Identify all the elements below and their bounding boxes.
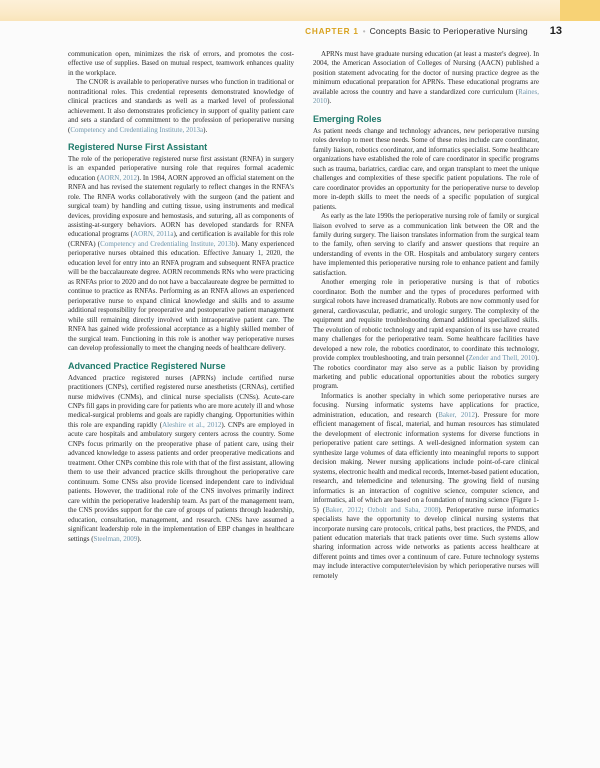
paragraph <box>68 50 294 78</box>
running-head-chapter-title: Concepts Basic to Perioperative Nursing <box>369 26 528 36</box>
two-column-body <box>68 50 540 730</box>
paragraph-text: ). Many experienced perioperative nurses obtained this education. Effective January 1, 2020, the education level for entry into an RNFA program and subsequent RNFA practice will be the baccalaureate degree. AORN recommends RNs who were practicing as RNFAs prior to 2020 and do not have a baccalaureate degree be permitted to continue to practice as RNFAs. Performing as an RNFA allows an experienced perioperative nurse to expand clinical knowledge and skills and to assume additional responsibility for preoperative and postoperative patient management while still remaining directly involved with intraoperative patient care. The RNFA has gained wide professional acceptance as a highly skilled member of the surgical team. Functioning in this role is another way perioperative nurses can develop professionally to meet the changing needs of healthcare delivery. <box>68 239 294 353</box>
citation-link[interactable]: Baker, 2012 <box>438 410 475 419</box>
citation-link[interactable]: AORN, 2012 <box>99 173 137 182</box>
section-heading-emerging-roles: Emerging Roles <box>313 114 382 125</box>
left-column <box>68 50 294 730</box>
paragraph-text: ). <box>327 97 332 106</box>
header-gold-tab <box>560 0 600 21</box>
citation-link[interactable]: Ozbolt and Saba, 2008 <box>367 505 439 514</box>
citation-link[interactable]: Zender and Thell, 2010 <box>468 354 535 363</box>
paragraph-text: Another emerging role in perioperative nursing is that of robotics coordinator. Both the number and the types of procedures performed with surgical robots have increased dramatically. Robots are now commonly used for general, cardiovascular, pediatric, and urologic surgery. The complexity of the equipment and requisite troubleshooting demand additional specialized skills. The evolution of robotic technology and rapid expansion of its use have created many challenges for the perioperative team. Some healthcare facilities have developed a new role, the robotics coordinator, to coordinate this technology, provide complex troubleshooting, and train personnel ( <box>313 278 539 363</box>
citation-link[interactable]: Competency and Credentialing Institute, 2013a <box>70 125 204 134</box>
paragraph <box>68 155 294 354</box>
section-heading-rnfa: Registered Nurse First Assistant <box>68 142 208 153</box>
paragraph-text: APRNs must have graduate nursing education (at least a master's degree). In 2004, the American Association of Colleges of Nursing (AACN) published a position statement advocating for the doctor of nursing practice degree as the minimum educational preparation for APRNs. These educational programs are available across the country and have a standardized core curriculum ( <box>313 50 539 96</box>
page-number: 13 <box>549 25 562 37</box>
figure-reference[interactable]: Figure 1-5 <box>313 496 539 514</box>
paragraph <box>313 50 539 107</box>
paragraph-text: ). <box>203 125 208 134</box>
paragraph-text: ), and certification is available for this role (CRNFA) ( <box>68 230 295 248</box>
paragraph <box>313 278 539 392</box>
right-column <box>313 50 539 730</box>
paragraph-text: ). <box>137 534 142 543</box>
running-head <box>60 25 562 37</box>
running-head-chapter-label: CHAPTER 1 <box>305 27 359 36</box>
paragraph-text: The CNOR is available to perioperative nurses who function in traditional or nontraditional roles. This credential represents demonstrated knowledge of clinical practices and standards as well as a marked level of professional achievement. It also demonstrates proficiency in support of quality patient care and sets a standard of commitment to the profession of perioperative nursing ( <box>68 78 294 134</box>
paragraph-text: Advanced practice registered nurses (APRNs) include certified nurse practitioners (CNPs), certified registered nurse anesthetists (CRNAs), certified nurse midwives (CNMs), and clinical nurse specialists (CNSs). Acute-care CNPs fill gaps in providing care for patients who are more acutely ill and whose medical-surgical problems and goals are rapidly changing. Opportunities within this role are expanding rapidly ( <box>68 373 294 429</box>
paragraph-text: communication open, minimizes the risk of errors, and promotes the cost-effective use of supplies. Based on mutual respect, teamwork enhances quality in the workplace. <box>68 50 294 77</box>
paragraph-text: ). In 1984, AORN approved an official statement on the RNFA and has revised the statement regularly to reflect changes in the RNFA's role. The RNFA works collaboratively with the surgeon (and the patient and surgical team) by handling and cutting tissue, using instruments and medical devices, providing exposure and hemostasis, and suturing, all as components of assisting-at-surgery behaviors. AORN has developed standards for RNFA educational programs ( <box>68 173 294 239</box>
paragraph <box>313 127 539 212</box>
citation-link[interactable]: Competency and Credentialing Institute, 2013b <box>100 239 236 248</box>
paragraph <box>313 392 539 581</box>
paragraph-text: ). Pressure for more efficient management of fiscal, material, and human resources has stimulated the development of electronic information systems for diverse functions in perioperative patient care settings. A well-designed information system can synthesize large volumes of data efficiently into meaningful reports to support decision making. Newer nursing applications include point-of-care clinical systems, electronic health and medical records, Internet-based patient education, research, and telemedicine and telenursing. The growing field of nursing informatics is an interaction of cognitive science, computer science, and informatics, all of which are based on a foundation of nursing science ( <box>313 410 539 505</box>
paragraph-text: ; <box>361 505 368 514</box>
citation-link[interactable]: AORN, 2011a <box>133 230 174 239</box>
paragraph-text: Informatics is another specialty in which some perioperative nurses are focusing. Nursing informatic systems have applications for practice, administration, education, and research ( <box>313 391 539 419</box>
citation-link[interactable]: Steelman, 2009 <box>93 534 138 543</box>
citation-link[interactable]: Aleshire et al., 2012 <box>162 420 222 429</box>
paragraph-text: ) ( <box>316 505 326 514</box>
paragraph-text: The role of the perioperative registered nurse first assistant (RNFA) in surgery is an expanded perioperative nursing role that requires formal academic education ( <box>68 154 294 182</box>
paragraph-text: ). CNPs are employed in acute care hospitals and ambulatory surgery centers across the country. Some CNPs focus primarily on the preoperative phase of patient care, using their advanced knowledge to assess patients and order preoperative medications and treatment. Other CNPs combine this role with that of the first assistant, allowing them to use their advanced practice skills throughout the perioperative care continuum. Some CNSs also provide licensed independent care to individual patients. However, the traditional role of the CNS involves primarily indirect care within the perioperative leadership team. As part of the management team, the CNS provides support for the care of groups of patients through leadership, education, consultation, management, and research. CNSs have assumed a significant leadership role in the implementation of EBP changes in healthcare settings ( <box>68 420 294 543</box>
paragraph <box>68 78 294 135</box>
citation-link[interactable]: Raines, 2010 <box>313 87 539 106</box>
running-head-separator-icon: • <box>362 27 366 36</box>
paragraph <box>68 374 294 544</box>
header-decorative-band <box>0 0 600 21</box>
paragraph-text: ). The robotics coordinator may also serve as a public liaison by providing marketing and public educational opportunities about the robotics surgery program. <box>313 354 539 391</box>
citation-link[interactable]: Baker, 2012 <box>325 505 362 514</box>
paragraph-text: As early as the late 1990s the perioperative nursing role of family or surgical liaison evolved to serve as a communication link between the OR and the family during surgery. The liaison translates information from the surgical team to the family, often serving to clarify and answer questions that require an understanding of events in the OR. Hospitals and ambulatory surgery centers have implemented this perioperative nursing role to enhance patient and family satisfaction. <box>313 212 539 277</box>
paragraph-text: ). Perioperative nurse informatics specialists have the opportunity to develop clinical nursing systems that incorporate nursing care protocols, critical paths, best practices, the PNDS, and patient education materials that track patients over time. Such systems allow sharing information across wide networks as patients access healthcare at different points and times over a continuum of care. Future technology systems may include interactive computer/television by which perioperative nurses will remotely <box>313 505 539 580</box>
paragraph-text: As patient needs change and technology advances, new perioperative nursing roles develop to meet these needs. Some of these roles include care coordinator, family liaison, robotics coordinator, and informatics specialist. Some healthcare organizations have established the role of care coordinator in specific programs such as trauma, bariatrics, cardiac care, and organ transplant to meet the unique challenges and complexities of these specific patient populations. The role of care coordinator provides an opportunity for the perioperative nurse to develop more in-depth skills to meet the needs of a specific population of surgical patients. <box>313 126 539 211</box>
paragraph <box>313 212 539 278</box>
section-heading-aprn: Advanced Practice Registered Nurse <box>68 361 226 372</box>
